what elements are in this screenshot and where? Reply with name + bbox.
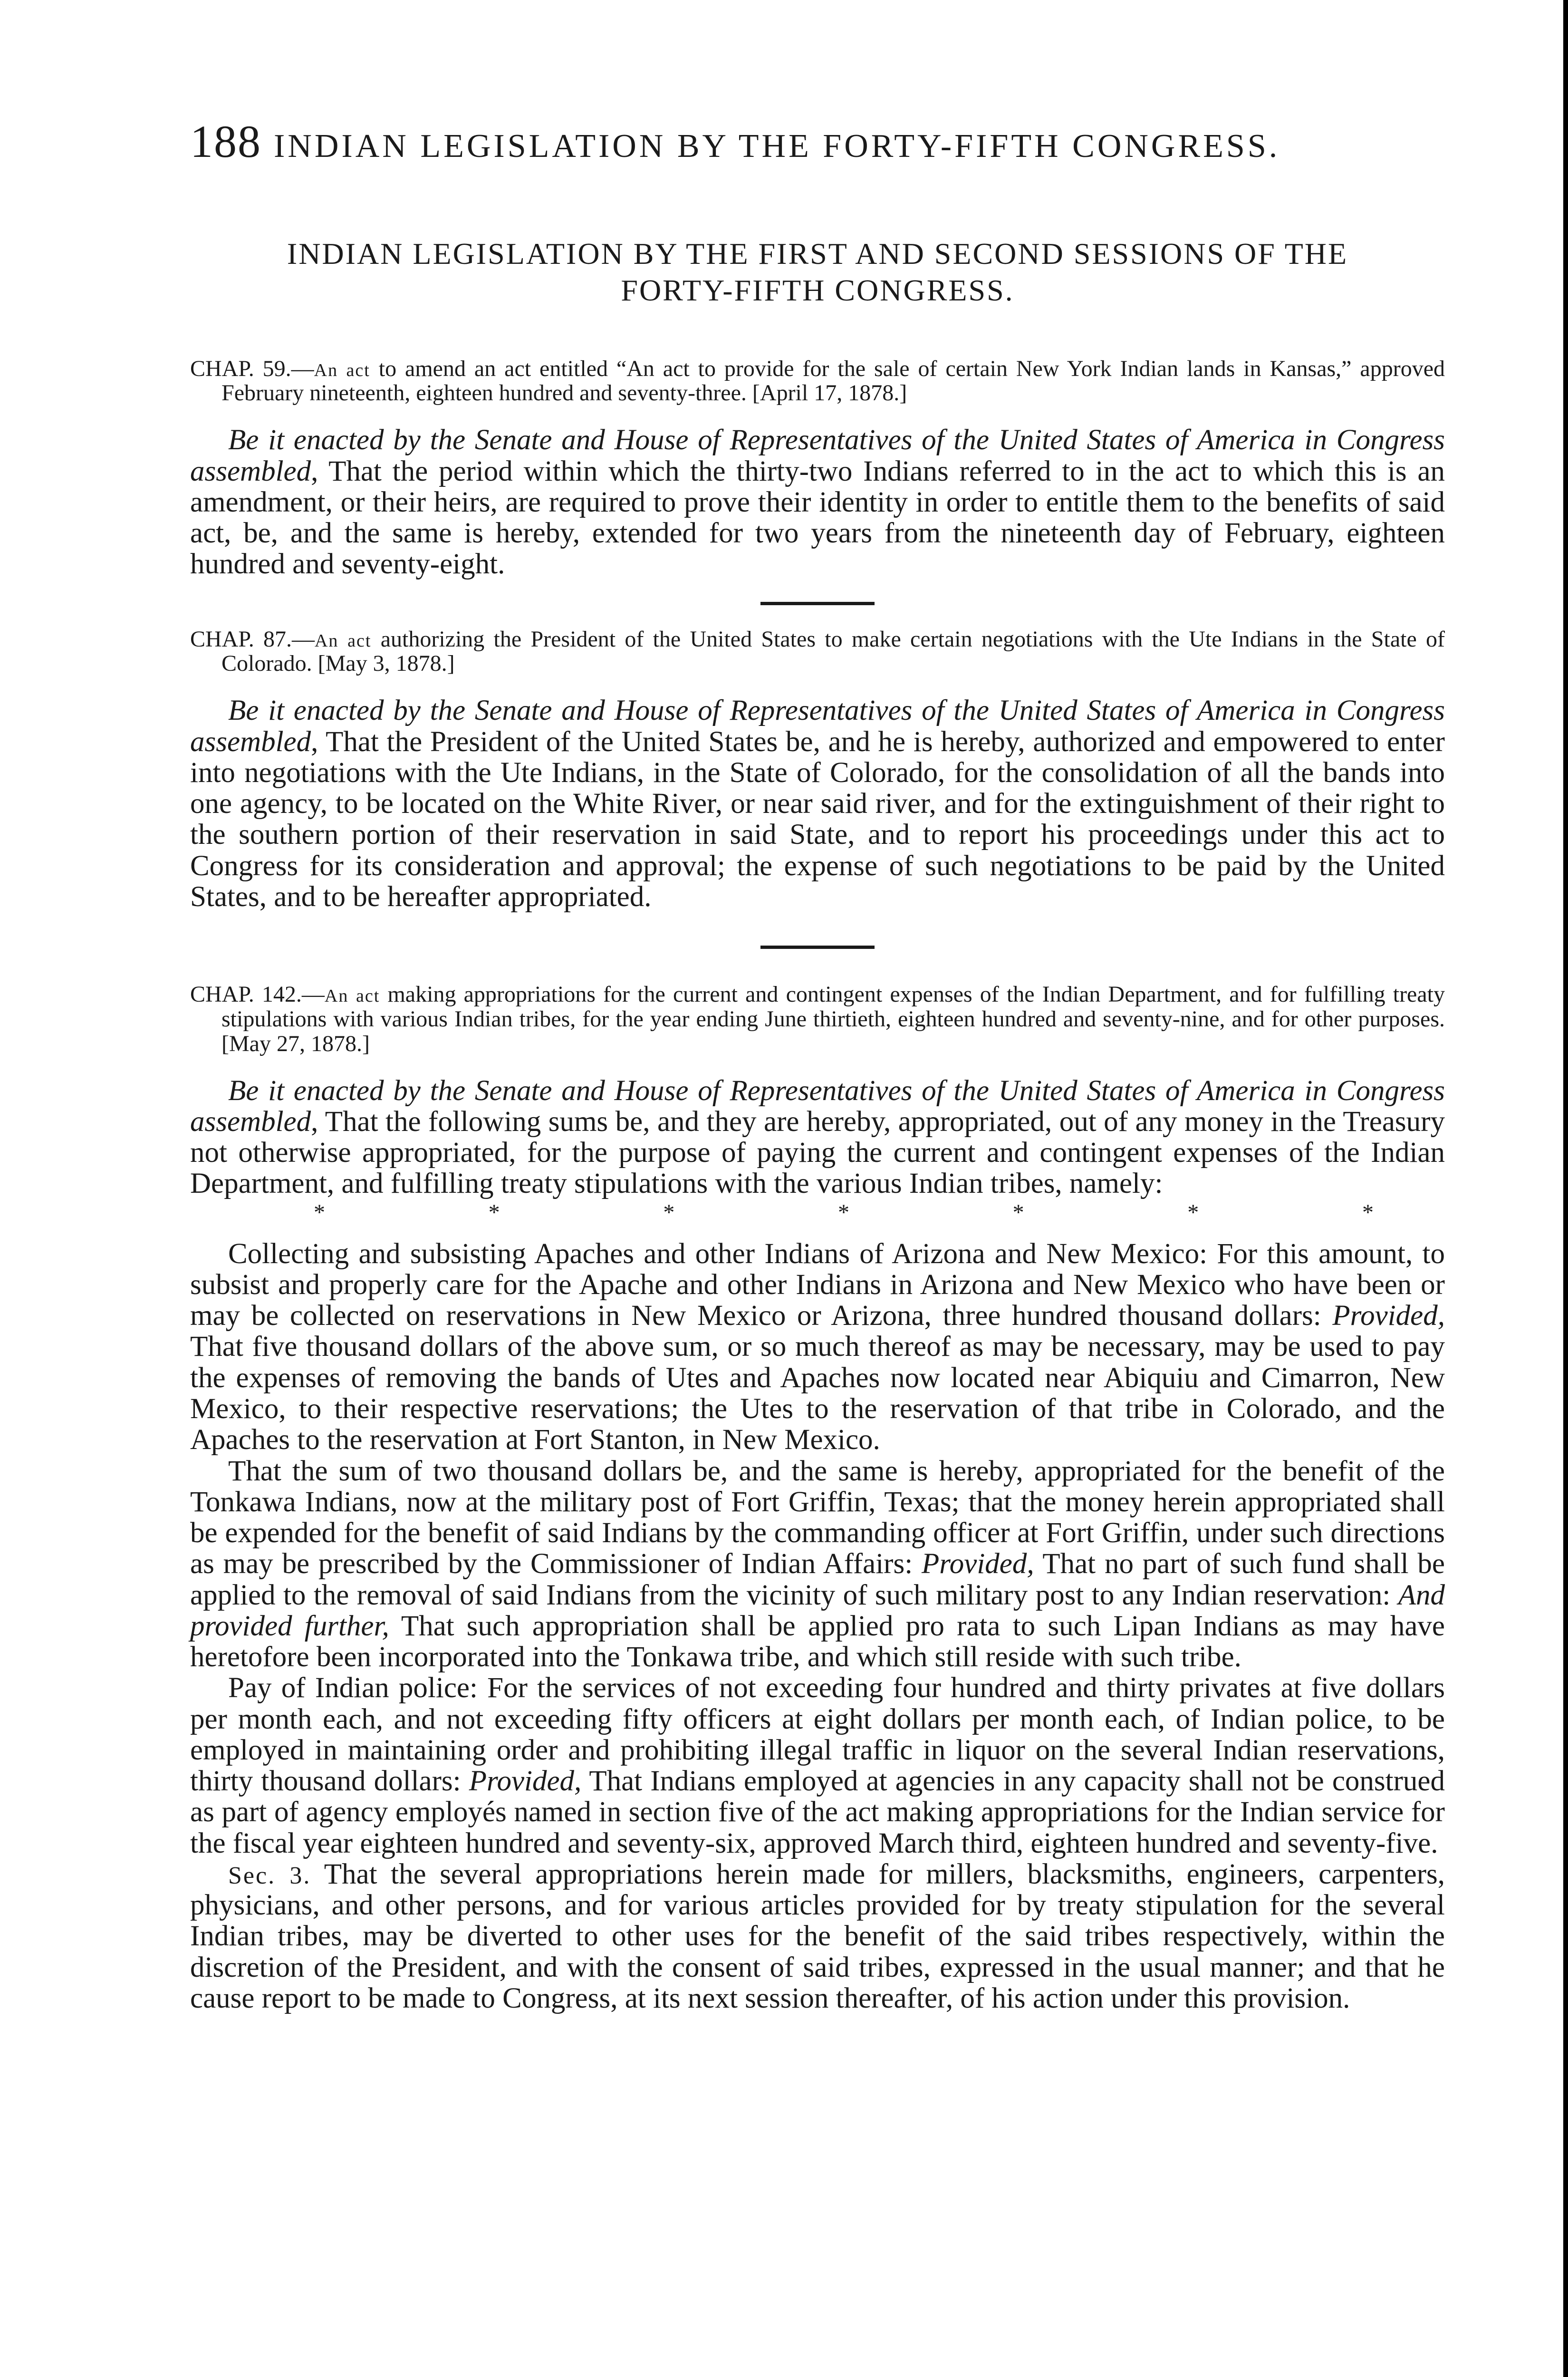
page-number: 188 (190, 116, 261, 167)
chapter-number: CHAP. 142.— (190, 982, 325, 1007)
running-head-text: INDIAN LEGISLATION BY THE FORTY-FIFTH CONGRESS. (274, 128, 1280, 164)
paragraph-section-3: Sec. 3. That the several appropriations herein made for millers, blacksmiths, engineers, carpenters, physicians, and other persons, and for various articles provided for by treaty stipulation for the several Indian tribes, may be diverted to other uses for the benefit of the said tribes respectively, within the discretion of the President, and with the consent of said tribes, expressed in the usual manner; and that he cause report to be made to Congress, at its next session thereafter, of his action under this provision. (190, 1858, 1445, 2015)
enacting-clause: Be it enacted by the Senate and House of Representatives of the United States of America in Congress assembled (190, 695, 1445, 758)
chapter-142-body: Be it enacted by the Senate and House of Representatives of the United States of America in Congress assembled, That the following sums be, and they are hereby, appropriated, out of any money in the Treasury not otherwise appropriated, for the purpose of paying the current and contingent expenses of the Indian Department, and fulfilling treaty stipulations with the various Indian tribes, namely: (190, 1074, 1445, 1200)
chapter-87-heading (190, 627, 1445, 676)
chapter-body-text: That the period within which the thirty-two Indians referred to in the act to which this is an amendment, or their heirs, are required to prove their identity in order to entitle them to the benefits of said act, be, and the same is hereby, extended for two years from the nineteenth day of February, eighteen hundred and seventy-eight. (190, 455, 1445, 580)
paragraph-indian-police: Pay of Indian police: For the services of not exceeding four hundred and thirty privates at five dollars per month each, and not exceeding fifty officers at eight dollars per month each, of Indian police, to be employed in maintaining order and prohibiting illegal traffic in liquor on the several Indian reservations, thirty thousand dollars: Provided, That Indians employed at agencies in any capacity shall not be construed as part of agency employés named in section five of the act making appropriations for the Indian service for the fiscal year eighteen hundred and seventy-six, approved March third, eighteen hundred and seventy-five. (190, 1672, 1445, 1859)
section-divider (760, 946, 875, 949)
chapter-body-text: That the President of the United States be, and he is hereby, authorized and empowered to enter into negotiations with the Ute Indians, in the State of Colorado, for the consolidation of all the bands into one agency, to be located on the White River, or near said river, and for the extinguishment of their right to the southern portion of their reservation in said State, and to report his proceedings under this act to Congress for its consideration and approval; the expense of such negotiations to be paid by the United States, and to be hereafter appropriated. (190, 725, 1445, 913)
chapter-59-body: Be it enacted by the Senate and House of Representatives of the United States of America in Congress assembled, That the period within which the thirty-two Indians referred to in the act to which this is an amendment, or their heirs, are required to prove their identity in order to entitle them to the benefits of said act, be, and the same is hereby, extended for two years from the nineteenth day of February, eighteen hundred and seventy-eight. (190, 424, 1445, 580)
act-label: An act (324, 986, 380, 1006)
star: * (1012, 1199, 1024, 1225)
paragraph-apaches: Collecting and subsisting Apaches and other Indians of Arizona and New Mexico: For this amount, to subsist and properly care for the Apache and other Indians in Arizona and New Mexico who have been or may be collected on reservations in New Mexico or Arizona, three hundred thousand dollars: Provided, That five thousand dollars of the above sum, or so much thereof as may be necessary, may be used to pay the expenses of removing the bands of Utes and Apaches now located near Abiquiu and Cimarron, New Mexico, to their respective reservations; the Utes to the reservation of that tribe in Colorado, and the Apaches to the reservation at Fort Stanton, in New Mexico. (190, 1237, 1445, 1456)
star: * (837, 1199, 849, 1225)
chapter-heading-text: to amend an act entitled “An act to provide for the sale of certain New York Indian lands in Kansas,” approved February nineteenth, eighteen hundred and seventy-three. [April 17, 1878.] (221, 356, 1445, 406)
document-title (190, 236, 1445, 309)
paragraph-tonkawa: That the sum of two thousand dollars be, and the same is hereby, appropriated for the benefit of the Tonkawa Indians, now at the military post of Fort Griffin, Texas; that the money herein appropriated shall be expended for the benefit of said Indians by the commanding officer at Fort Griffin, under such directions as may be prescribed by the Commissioner of Indian Affairs: Provided, That no part of such fund shall be applied to the removal of said Indians from the vicinity of such military post to any Indian reservation: And provided further, That such appropriation shall be applied pro rata to such Lipan Indians as may have heretofore been incorporated into the Tonkawa tribe, and which still reside with such tribe. (190, 1455, 1445, 1673)
title-line-2: FORTY-FIFTH CONGRESS. (621, 273, 1014, 307)
running-head (190, 116, 1445, 167)
chapter-number: CHAP. 87.— (190, 626, 315, 652)
title-line-1: INDIAN LEGISLATION BY THE FIRST AND SECOND SESSIONS OF THE (287, 237, 1348, 271)
act-label: An act (314, 360, 370, 380)
chapter-body-text: That the following sums be, and they are hereby, appropriated, out of any money in the Treasury not otherwise appropriated, for the purpose of paying the current and contingent expenses of the Indian Department, and fulfilling treaty stipulations with the various Indian tribes, namely: (190, 1105, 1445, 1200)
page-edge-right (1563, 0, 1568, 2377)
enacting-clause: Be it enacted by the Senate and House of Representatives of the United States of America in Congress assembled (190, 1074, 1445, 1138)
chapter-142-heading (190, 982, 1445, 1056)
section-label: Sec. 3. (228, 1862, 311, 1889)
star: * (1187, 1199, 1199, 1225)
act-label: An act (314, 630, 372, 651)
star: * (314, 1199, 325, 1225)
page (190, 116, 1445, 2015)
chapter-87-body: Be it enacted by the Senate and House of Representatives of the United States of America in Congress assembled, That the President of the United States be, and he is hereby, authorized and empowered to enter into negotiations with the Ute Indians, in the State of Colorado, for the consolidation of all the bands into one agency, to be located on the White River, or near said river, and for the extinguishment of their right to the southern portion of their reservation in said State, and to report his proceedings under this act to Congress for its consideration and approval; the expense of such negotiations to be paid by the United States, and to be hereafter appropriated. (190, 695, 1445, 913)
ellipsis-stars (190, 1201, 1445, 1224)
chapter-59-heading (190, 357, 1445, 406)
enacting-clause: Be it enacted by the Senate and House of Representatives of the United States of America in Congress assembled (190, 424, 1445, 487)
appropriation-paragraphs (190, 1238, 1445, 2014)
star: * (488, 1199, 500, 1225)
section-divider (760, 602, 875, 605)
star: * (1362, 1199, 1374, 1225)
chapter-number: CHAP. 59.— (190, 356, 314, 381)
chapter-heading-text: making appropriations for the current and contingent expenses of the Indian Department, and for fulfilling treaty stipulations with various Indian tribes, for the year ending June thirtieth, eighteen hundred and seventy-nine, and for other purposes. [May 27, 1878.] (221, 982, 1445, 1056)
chapter-heading-text: authorizing the President of the United States to make certain negotiations with the Ute Indians in the State of Colorado. [May 3, 1878.] (221, 626, 1445, 676)
star: * (663, 1199, 675, 1225)
